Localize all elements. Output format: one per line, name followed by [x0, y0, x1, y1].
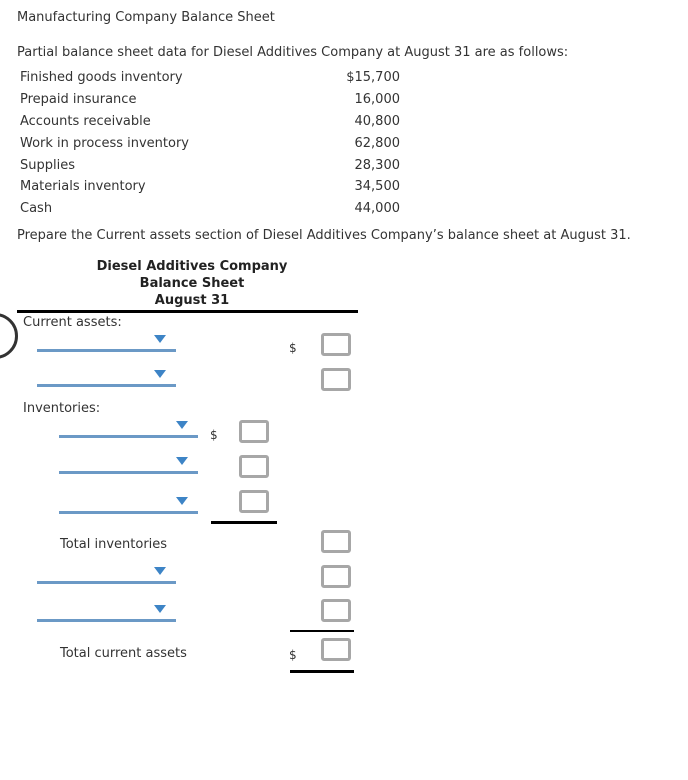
total-rule-top — [290, 630, 354, 632]
intro-text: Partial balance sheet data for Diesel Additives Company at August 31 are as follows: — [17, 45, 569, 60]
data-value: 44,000 — [354, 201, 400, 217]
dollar-sign: $ — [289, 341, 297, 355]
total-inventories-label: Total inventories — [60, 537, 168, 552]
dollar-sign: $ — [210, 428, 218, 442]
total-inventories-input[interactable] — [321, 530, 351, 553]
subtotal-rule — [211, 521, 277, 524]
amount-input[interactable] — [321, 599, 351, 622]
select-underline — [37, 619, 176, 622]
select-underline — [37, 384, 176, 387]
data-label: Materials inventory — [20, 179, 146, 195]
amount-input[interactable] — [321, 333, 351, 356]
select-underline — [59, 471, 198, 474]
chevron-down-icon — [154, 605, 166, 613]
statement-date: August 31 — [154, 293, 230, 308]
inventory-select-3[interactable] — [59, 492, 198, 514]
data-row — [20, 111, 400, 133]
chevron-down-icon — [176, 457, 188, 465]
total-current-assets-label: Total current assets — [60, 646, 187, 661]
data-row — [20, 198, 400, 220]
amount-input[interactable] — [239, 490, 269, 513]
focus-indicator — [0, 313, 18, 359]
select-underline — [37, 349, 176, 352]
total-double-rule — [290, 670, 354, 673]
given-data-table — [20, 67, 400, 220]
chevron-down-icon — [176, 497, 188, 505]
amount-input[interactable] — [321, 368, 351, 391]
total-current-assets-input[interactable] — [321, 638, 351, 661]
data-row — [20, 67, 400, 89]
instructions: Prepare the Current assets section of Diesel Additives Company’s balance sheet at August 31. — [17, 228, 631, 243]
data-value: 28,300 — [354, 157, 400, 173]
data-row — [20, 154, 400, 176]
data-value: $15,700 — [346, 70, 400, 86]
data-label: Work in process inventory — [20, 135, 189, 151]
current-assets-label: Current assets: — [23, 315, 122, 330]
data-label: Cash — [20, 201, 53, 217]
data-row — [20, 176, 400, 198]
chevron-down-icon — [154, 370, 166, 378]
chevron-down-icon — [154, 567, 166, 575]
inventories-label: Inventories: — [23, 401, 101, 416]
data-row — [20, 132, 400, 154]
data-value: 40,800 — [354, 113, 400, 129]
statement-name: Balance Sheet — [139, 276, 245, 291]
current-asset-select-1[interactable] — [37, 330, 176, 352]
data-row — [20, 89, 400, 111]
amount-input[interactable] — [239, 420, 269, 443]
amount-input[interactable] — [321, 565, 351, 588]
current-asset-select-3[interactable] — [37, 562, 176, 584]
select-underline — [59, 511, 198, 514]
data-label: Finished goods inventory — [20, 70, 183, 86]
data-label: Accounts receivable — [20, 113, 151, 129]
select-underline — [37, 581, 176, 584]
heading-rule — [17, 310, 358, 313]
chevron-down-icon — [176, 421, 188, 429]
select-underline — [59, 435, 198, 438]
current-asset-select-2[interactable] — [37, 365, 176, 387]
amount-input[interactable] — [239, 455, 269, 478]
inventory-select-1[interactable] — [59, 416, 198, 438]
chevron-down-icon — [154, 335, 166, 343]
data-label: Prepaid insurance — [20, 92, 137, 108]
data-value: 16,000 — [354, 92, 400, 108]
dollar-sign: $ — [289, 648, 297, 662]
statement-company: Diesel Additives Company — [96, 259, 288, 274]
page-title: Manufacturing Company Balance Sheet — [17, 10, 275, 25]
inventory-select-2[interactable] — [59, 452, 198, 474]
data-value: 34,500 — [354, 179, 400, 195]
current-asset-select-4[interactable] — [37, 600, 176, 622]
data-label: Supplies — [20, 157, 75, 173]
data-value: 62,800 — [354, 135, 400, 151]
